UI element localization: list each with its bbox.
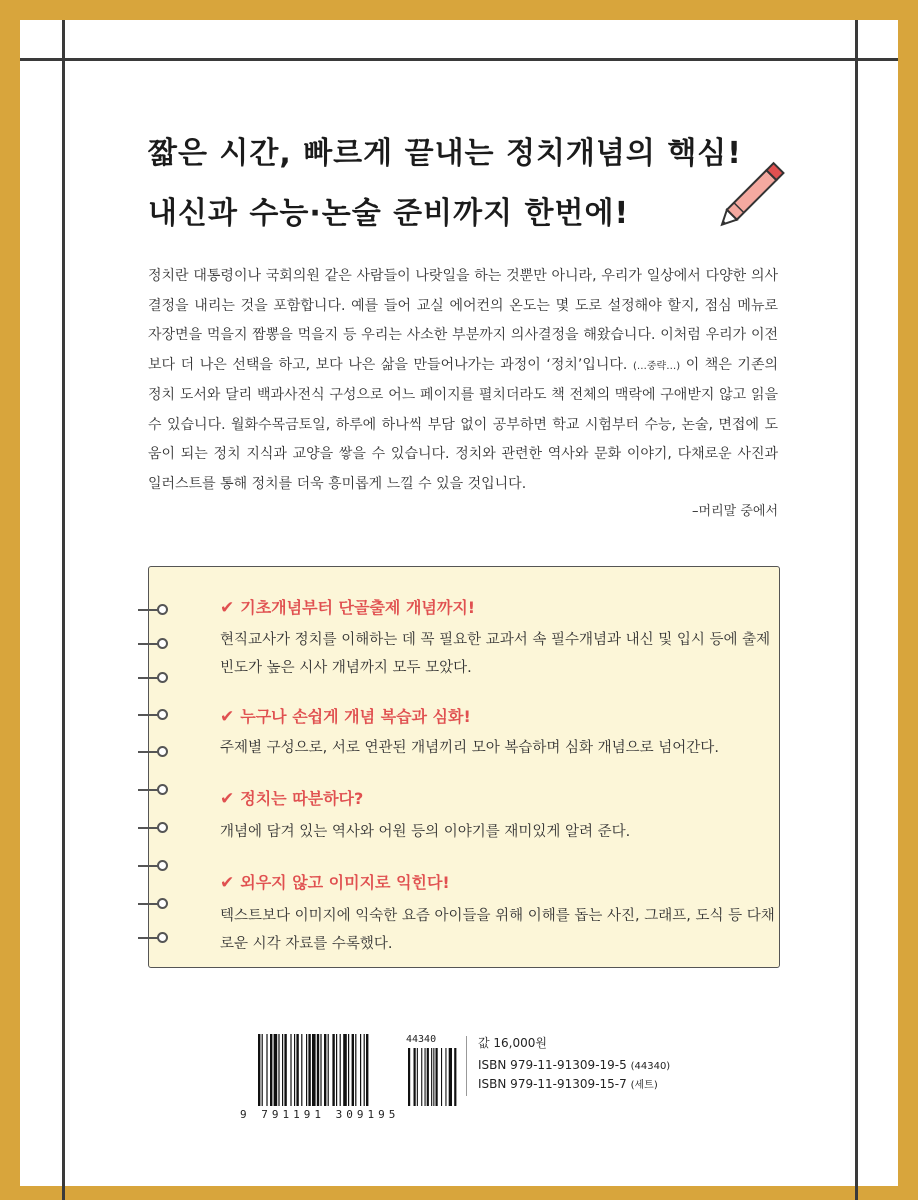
ring-icon [138, 638, 172, 650]
ring-icon [138, 860, 172, 872]
barcode-addon-bar [433, 1048, 434, 1106]
ring-icon [138, 822, 172, 834]
frame-line-right [855, 20, 858, 1200]
barcode-bar [294, 1034, 295, 1106]
barcode-addon-bar [414, 1048, 416, 1106]
intro-text: 정치란 대통령이나 국회의원 같은 사람들이 나랏일을 하는 것뿐만 아니라, 우리가 일상에서 다양한 의사결정을 내리는 것을 포함합니다. 예를 들어 교실 에어컨의 온도는 몇 도로 설정해야 할지, 점심 메뉴로 자장면을 먹을지 짬뽕을 먹을지 등 우리는 사소한 부분까지 의사결정을 해왔습니다. 이처럼 우리가 이전보다 더 나은 선택을 하고, 보다 나은 삶을 만들어나가는 과정이 ‘정치’입니다. [148, 268, 778, 373]
barcode-addon-bar [436, 1048, 438, 1106]
barcode-bar [324, 1034, 326, 1106]
ring-icon [138, 898, 172, 910]
check-icon: ✔ [220, 598, 235, 618]
intro-source: –머리말 중에서 [692, 504, 778, 519]
barcode-bar [348, 1034, 349, 1106]
check-icon: ✔ [220, 707, 235, 727]
barcode-bar [258, 1034, 260, 1106]
barcode-addon-bar [445, 1048, 446, 1106]
ring-icon [138, 672, 172, 684]
feature-body-4: 텍스트보다 이미지에 익숙한 요즘 아이들을 위해 이해를 돕는 사진, 그래프, 도식 등 다채로운 시각 자료를 수록했다. [220, 908, 775, 952]
barcode-addon-bar [417, 1048, 418, 1106]
barcode-bar [360, 1034, 361, 1106]
barcode-ean-number: 9 791191 309195 [240, 1108, 400, 1121]
frame-line-top [20, 58, 898, 61]
pencil-icon [718, 150, 798, 230]
feature-title-3: ✔ 정치는 따분하다? [220, 789, 364, 809]
barcode-bar [282, 1034, 283, 1106]
price-label: 값 16,000원 [478, 1036, 547, 1050]
headline-line-2: 내신과 수능·논술 준비까지 한번에! [148, 196, 630, 231]
barcode-bar [312, 1034, 316, 1106]
barcode-bar [296, 1034, 298, 1106]
barcode-addon-bar [441, 1048, 442, 1106]
barcode-bar [328, 1034, 329, 1106]
barcode-bar [306, 1034, 307, 1106]
check-icon: ✔ [220, 789, 235, 809]
barcode-addon-bar [427, 1048, 429, 1106]
intro-text-2: 이 책은 기존의 정치 도서와 달리 백과사전식 구성으로 어느 페이지를 펼치더라도 책 전체의 맥락에 구애받지 않고 읽을 수 있습니다. 월화수목금토일, 하루에 하나씩 부담 없이 공부하면 학교 시험부터 수능, 논술, 면접에 도움이 되는 정치 지식과 교양을 쌓을 수 있습니다. 정치와 관련한 역사와 문화 이야기, 다채로운 사진과 일러스트를 통해 정치를 더욱 흥미롭게 느낄 수 있을 것입니다. [148, 356, 779, 492]
barcode-addon-bar [408, 1048, 410, 1106]
barcode-bar [301, 1034, 302, 1106]
barcode-bar [290, 1034, 291, 1106]
barcode-bar [364, 1034, 365, 1106]
barcode-bar [336, 1034, 337, 1106]
barcode-bar [308, 1034, 310, 1106]
frame-line-left [62, 20, 65, 1200]
binder-rings [138, 566, 188, 968]
price-divider [466, 1036, 467, 1096]
ring-icon [138, 932, 172, 944]
barcode-bar [355, 1034, 356, 1106]
intro-paragraph [148, 262, 778, 499]
feature-body-3: 개념에 담겨 있는 역사와 어원 등의 이야기를 재미있게 알려 준다. [220, 824, 631, 840]
barcode-bar [343, 1034, 347, 1106]
barcode-bar [266, 1034, 267, 1106]
feature-title-4: ✔ 외우지 않고 이미지로 익힌다! [220, 873, 450, 893]
barcode-addon-bar [454, 1048, 456, 1106]
barcode-area [228, 1034, 460, 1134]
barcode-bar [270, 1034, 272, 1106]
barcode-addon-bar [449, 1048, 452, 1106]
barcode-bar [262, 1034, 263, 1106]
isbn-line-1: ISBN 979-11-91309-19-5 (44340) [478, 1058, 671, 1072]
barcode-addon-bar [421, 1048, 422, 1106]
feature-title-2: ✔ 누구나 손쉽게 개념 복습과 심화! [220, 707, 471, 727]
feature-body-1: 현직교사가 정치를 이해하는 데 꼭 필요한 교과서 속 필수개념과 내신 및 입시 등에 출제빈도가 높은 시사 개념까지 모두 모았다. [220, 632, 771, 676]
barcode-bar [352, 1034, 354, 1106]
barcode-bar [274, 1034, 278, 1106]
barcode-bar [366, 1034, 368, 1106]
barcode-bar [332, 1034, 334, 1106]
barcode-addon-number: 44340 [406, 1034, 437, 1045]
intro-ellipsis: (…중략…) [632, 360, 681, 372]
barcode-addon-bar [431, 1048, 432, 1106]
ring-icon [138, 784, 172, 796]
barcode-bar [284, 1034, 286, 1106]
ring-icon [138, 604, 172, 616]
feature-body-2: 주제별 구성으로, 서로 연관된 개념끼리 모아 복습하며 심화 개념으로 넘어간다. [220, 740, 719, 756]
barcode-bar [340, 1034, 341, 1106]
isbn-line-2: ISBN 979-11-91309-15-7 (세트) [478, 1077, 658, 1091]
barcode-addon-bar [425, 1048, 426, 1106]
barcode-bar [278, 1034, 279, 1106]
feature-title-1: ✔ 기초개념부터 단골출제 개념까지! [220, 598, 476, 618]
barcode-bar [317, 1034, 319, 1106]
ring-icon [138, 746, 172, 758]
check-icon: ✔ [220, 873, 235, 893]
headline-line-1: 짧은 시간, 빠르게 끝내는 정치개념의 핵심! [148, 136, 742, 171]
barcode-bar [320, 1034, 321, 1106]
ring-icon [138, 709, 172, 721]
